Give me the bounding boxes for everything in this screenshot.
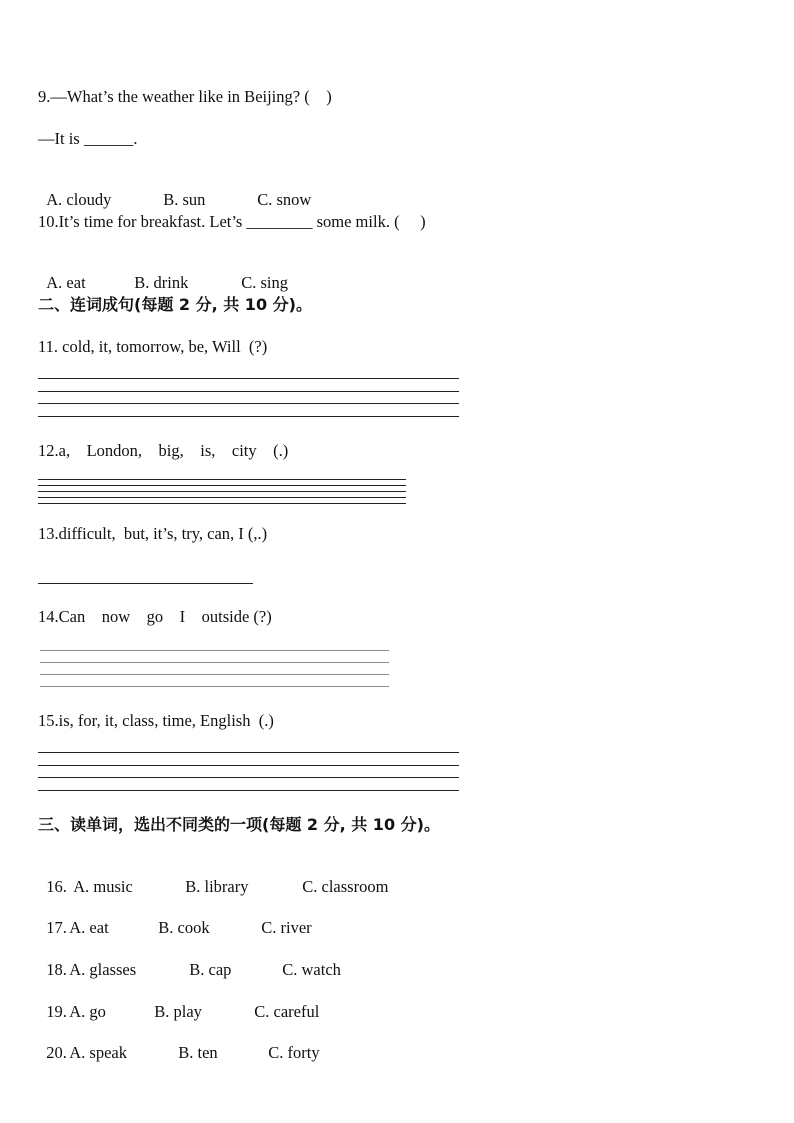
option-b[interactable]: B. drink xyxy=(134,273,189,292)
answer-line[interactable] xyxy=(38,790,459,791)
option-a[interactable]: A. eat xyxy=(46,273,86,292)
option-a[interactable]: A. cloudy xyxy=(46,190,112,209)
option-c[interactable]: C. watch xyxy=(282,960,341,979)
answer-line[interactable] xyxy=(40,686,389,687)
question-12-text: 12.a, London, big, is, city (.) xyxy=(38,441,289,460)
option-b[interactable]: B. play xyxy=(154,1002,202,1021)
question-9-text: 9.—What’s the weather like in Beijing? ( ) xyxy=(38,87,332,106)
question-20 xyxy=(38,1023,320,1063)
question-19 xyxy=(38,982,319,1022)
option-a[interactable]: A. music xyxy=(73,877,133,896)
answer-line[interactable] xyxy=(38,416,459,417)
answer-line[interactable] xyxy=(38,485,406,486)
option-c[interactable]: C. careful xyxy=(254,1002,320,1021)
answer-line[interactable] xyxy=(40,650,389,651)
option-b[interactable]: B. library xyxy=(185,877,249,896)
question-9-options xyxy=(38,170,311,210)
answer-line[interactable] xyxy=(38,583,253,584)
option-b[interactable]: B. cook xyxy=(158,918,210,937)
section-3-heading: 三、读单词，选出不同类的一项(每题 2 分, 共 10 分)。 xyxy=(38,815,440,834)
answer-line[interactable] xyxy=(38,479,406,480)
question-15-text: 15.is, for, it, class, time, English (.) xyxy=(38,711,274,730)
answer-line[interactable] xyxy=(38,491,406,492)
question-14-text: 14.Can now go I outside (?) xyxy=(38,607,272,626)
option-c[interactable]: C. forty xyxy=(268,1043,320,1062)
question-number: 17. xyxy=(46,918,67,937)
question-number: 19. xyxy=(46,1002,67,1021)
option-a[interactable]: A. speak xyxy=(69,1043,127,1062)
question-17 xyxy=(38,898,312,938)
answer-line[interactable] xyxy=(38,503,406,504)
option-b[interactable]: B. cap xyxy=(189,960,232,979)
answer-line[interactable] xyxy=(38,391,459,392)
option-a[interactable]: A. glasses xyxy=(69,960,137,979)
option-c[interactable]: C. snow xyxy=(257,190,312,209)
question-9-answer-line: —It is ______. xyxy=(38,129,138,148)
option-b[interactable]: B. ten xyxy=(178,1043,218,1062)
question-number: 18. xyxy=(46,960,67,979)
option-a[interactable]: A. go xyxy=(69,1002,106,1021)
answer-line[interactable] xyxy=(38,777,459,778)
answer-line[interactable] xyxy=(38,403,459,404)
section-2-heading: 二、连词成句(每题 2 分, 共 10 分)。 xyxy=(38,295,312,314)
option-c[interactable]: C. classroom xyxy=(302,877,389,896)
option-a[interactable]: A. eat xyxy=(69,918,109,937)
answer-line[interactable] xyxy=(38,765,459,766)
option-c[interactable]: C. river xyxy=(261,918,312,937)
question-18 xyxy=(38,940,341,980)
question-number: 16. xyxy=(46,877,67,896)
answer-line[interactable] xyxy=(38,752,459,753)
answer-line[interactable] xyxy=(40,674,389,675)
answer-line[interactable] xyxy=(40,662,389,663)
question-number: 20. xyxy=(46,1043,67,1062)
question-10-options xyxy=(38,253,288,293)
question-13-text: 13.difficult, but, it’s, try, can, I (,.) xyxy=(38,524,268,543)
question-10-text: 10.It’s time for breakfast. Let’s ________ some milk. ( ) xyxy=(38,212,426,231)
option-b[interactable]: B. sun xyxy=(163,190,206,209)
question-16 xyxy=(38,857,388,897)
question-11-text: 11. cold, it, tomorrow, be, Will (?) xyxy=(38,337,268,356)
option-c[interactable]: C. sing xyxy=(241,273,289,292)
answer-line[interactable] xyxy=(38,378,459,379)
answer-line[interactable] xyxy=(38,497,406,498)
